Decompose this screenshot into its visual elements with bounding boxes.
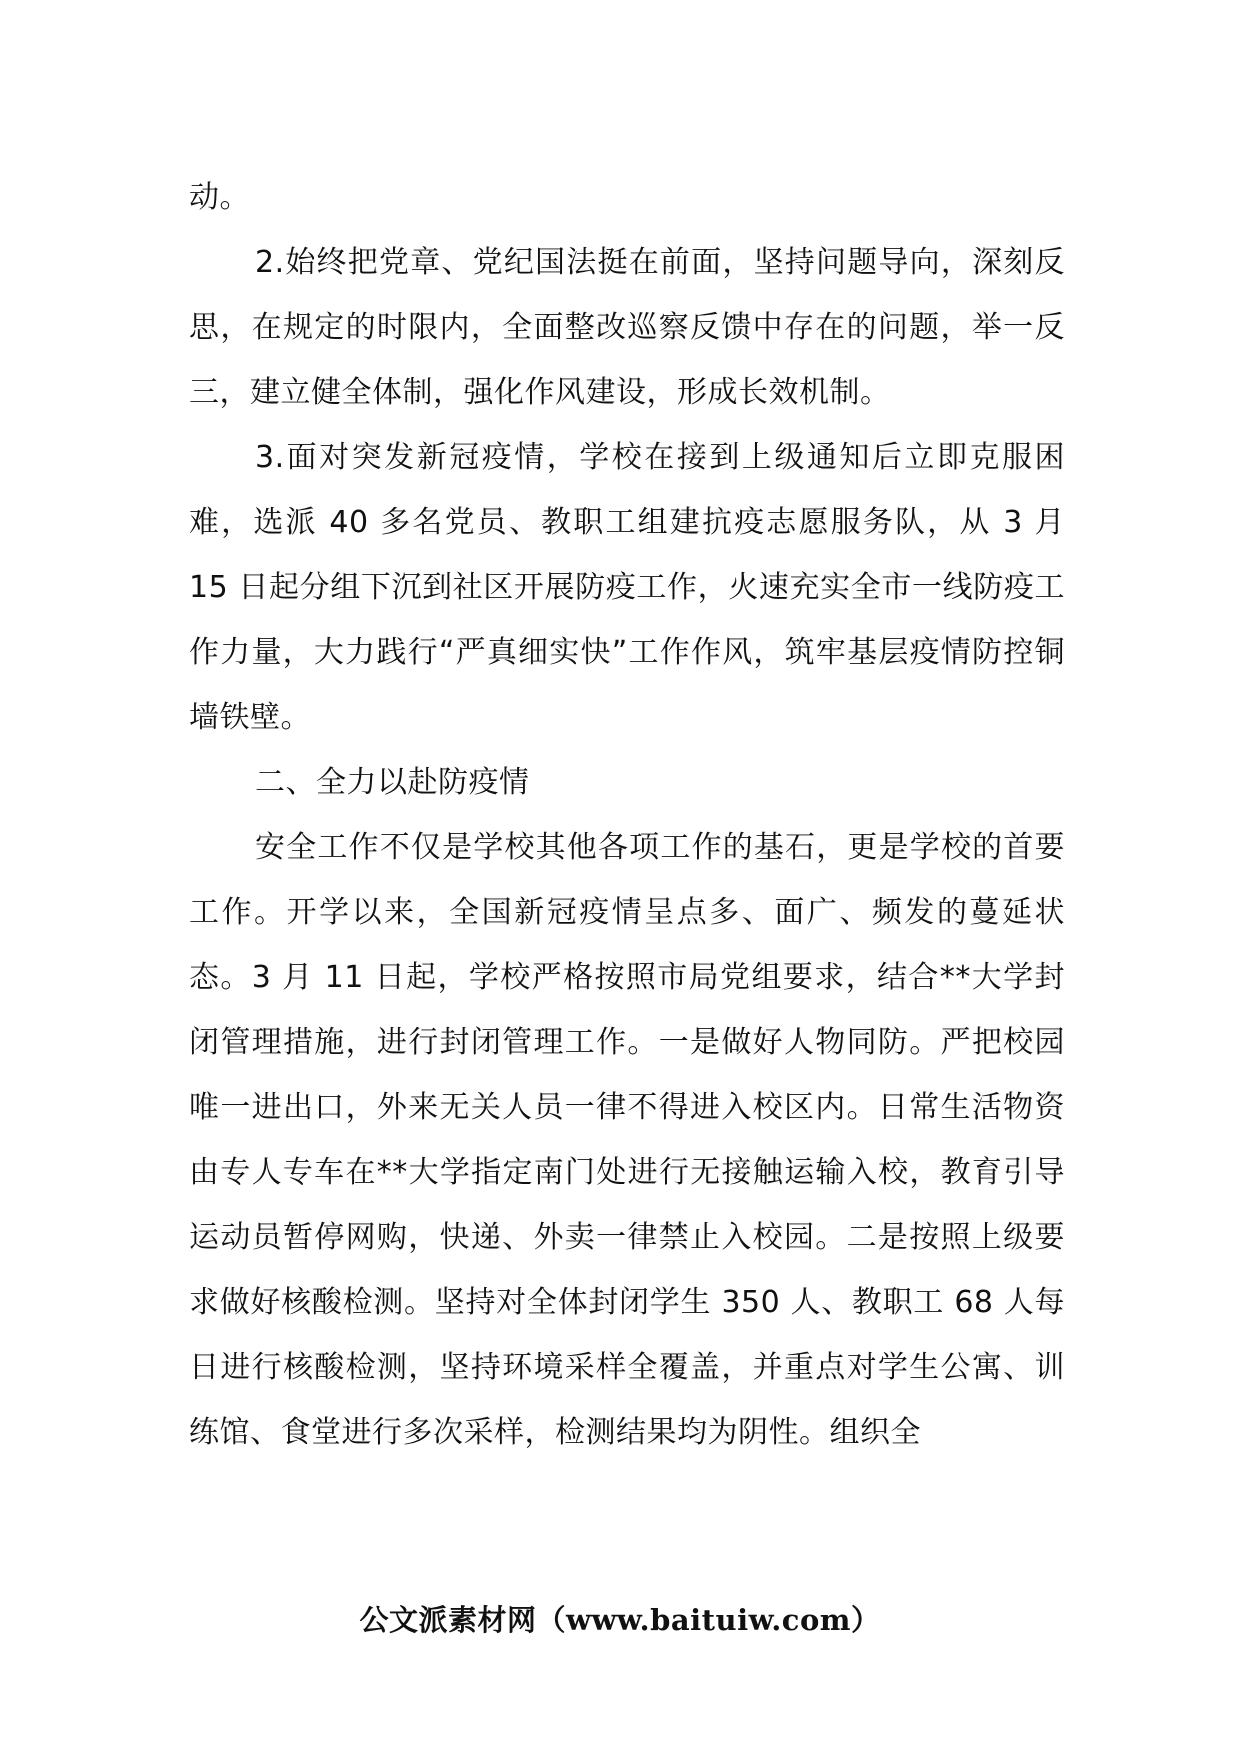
paragraph-item-2: 2.始终把党章、党纪国法挺在前面，坚持问题导向，深刻反思，在规定的时限内，全面整改巡察反馈中存在的问题，举一反三，建立健全体制，强化作风建设，形成长效机制。 [189,245,1065,410]
paragraph-item-3: 3.面对突发新冠疫情，学校在接到上级通知后立即克服困难，选派 40 多名党员、教职工组建抗疫志愿服务队，从 3 月 15 日起分组下沉到社区开展防疫工作，火速充实全市一线防疫工作力量，大力践行“严真细实快”工作作风，筑牢基层疫情防控铜墙铁壁。 [189,440,1065,735]
paragraph-safety-work: 安全工作不仅是学校其他各项工作的基石，更是学校的首要工作。开学以来，全国新冠疫情呈点多、面广、频发的蔓延状态。3 月 11 日起，学校严格按照市局党组要求，结合**大学封闭管理措施，进行封闭管理工作。一是做好人物同防。严把校园唯一进出口，外来无关人员一律不得进入校区内。日常生活物资由专人专车在**大学指定南门处进行无接触运输入校，教育引导运动员暂停网购，快递、外卖一律禁止入校园。二是按照上级要求做好核酸检测。坚持对全体封闭学生 350 人、教职工 68 人每日进行核酸检测，坚持环境采样全覆盖，并重点对学生公寓、训练馆、食堂进行多次采样，检测结果均为阴性。组织全 [189,830,1065,1450]
footer-watermark: 公文派素材网（www.baituiw.com） [359,1603,881,1637]
document-body [189,165,1065,1465]
section-heading: 二、全力以赴防疫情 [255,765,530,800]
paragraph-continuation: 动。 [189,180,250,215]
